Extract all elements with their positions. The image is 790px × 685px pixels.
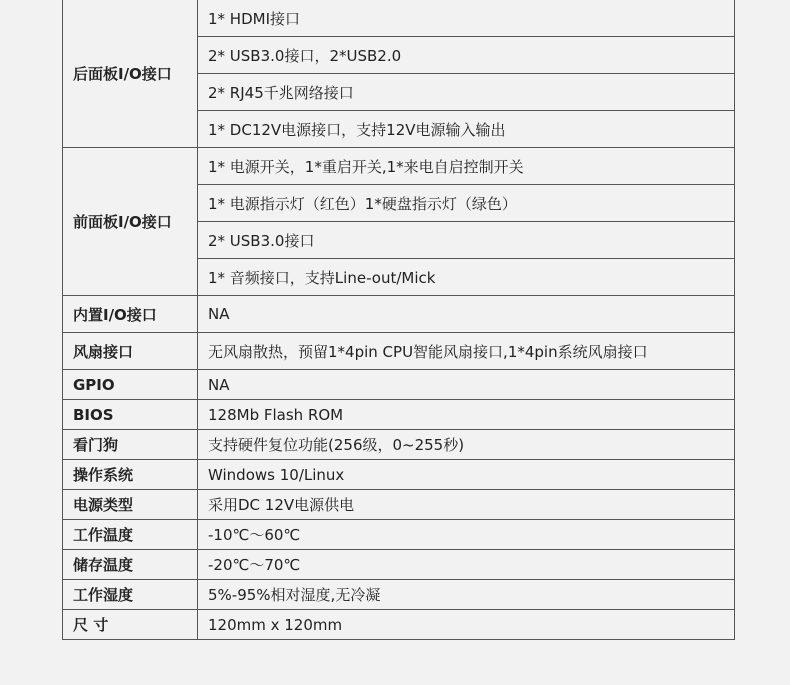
- row-value: 2* USB3.0接口，2*USB2.0: [198, 37, 735, 74]
- table-row: [63, 610, 735, 640]
- row-value: 1* 音频接口，支持Line-out/Mick: [198, 259, 735, 296]
- table-row: [63, 370, 735, 400]
- row-value: Windows 10/Linux: [198, 460, 735, 490]
- row-value: 采用DC 12V电源供电: [198, 490, 735, 520]
- table-row: [63, 430, 735, 460]
- table-row: [63, 520, 735, 550]
- row-value: 5%-95%相对湿度,无冷凝: [198, 580, 735, 610]
- row-label: 工作温度: [63, 520, 198, 550]
- row-value: 128Mb Flash ROM: [198, 400, 735, 430]
- row-value: 1* HDMI接口: [198, 0, 735, 37]
- row-value: 2* RJ45千兆网络接口: [198, 74, 735, 111]
- row-value: 1* DC12V电源接口，支持12V电源输入输出: [198, 111, 735, 148]
- row-label: 工作湿度: [63, 580, 198, 610]
- row-label: 尺 寸: [63, 610, 198, 640]
- row-label: 看门狗: [63, 430, 198, 460]
- table-row: [63, 550, 735, 580]
- row-value: 2* USB3.0接口: [198, 222, 735, 259]
- row-value: 支持硬件复位功能(256级，0~255秒): [198, 430, 735, 460]
- table-row: [63, 333, 735, 370]
- row-value: -10℃～60℃: [198, 520, 735, 550]
- row-label: 风扇接口: [63, 333, 198, 370]
- row-label: 储存温度: [63, 550, 198, 580]
- row-value: NA: [198, 370, 735, 400]
- row-value: 1* 电源指示灯（红色）1*硬盘指示灯（绿色）: [198, 185, 735, 222]
- table-row: [63, 490, 735, 520]
- row-value: 1* 电源开关，1*重启开关,1*来电自启控制开关: [198, 148, 735, 185]
- row-value: 120mm x 120mm: [198, 610, 735, 640]
- row-label-rear-io: 后面板I/O接口: [63, 0, 198, 148]
- row-label: 内置I/O接口: [63, 296, 198, 333]
- table-row: [63, 400, 735, 430]
- row-value: -20℃～70℃: [198, 550, 735, 580]
- spec-table: [62, 0, 735, 640]
- row-label: 电源类型: [63, 490, 198, 520]
- row-label: BIOS: [63, 400, 198, 430]
- row-label: GPIO: [63, 370, 198, 400]
- table-row: [63, 296, 735, 333]
- row-label: 操作系统: [63, 460, 198, 490]
- table-row: [63, 148, 735, 185]
- table-row: [63, 0, 735, 37]
- table-row: [63, 460, 735, 490]
- table-row: [63, 580, 735, 610]
- row-value: NA: [198, 296, 735, 333]
- row-value: 无风扇散热，预留1*4pin CPU智能风扇接口,1*4pin系统风扇接口: [198, 333, 735, 370]
- row-label-front-io: 前面板I/O接口: [63, 148, 198, 296]
